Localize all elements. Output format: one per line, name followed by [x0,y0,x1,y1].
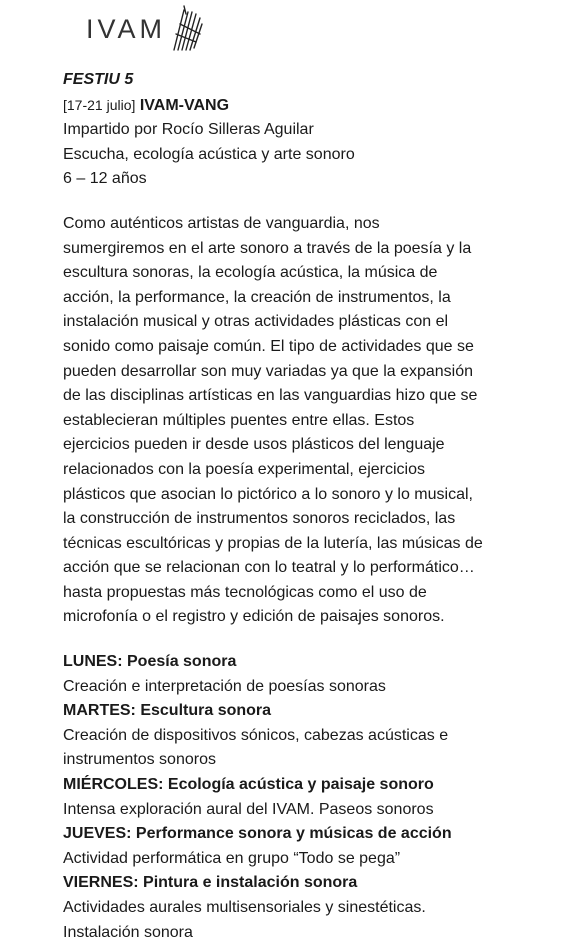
schedule-day-miercoles [63,773,563,822]
venue-name: IVAM-VANG [139,96,230,114]
schedule-day-description: Actividades aurales multisensoriales y sinestéticas. [63,899,426,916]
instructor-line: Impartido por Rocío Silleras Aguilar [63,121,314,139]
description-line: la construcción de instrumentos sonoros reciclados, las [63,510,456,528]
description-line: hasta propuestas más tecnológicas como el uso de [63,583,427,601]
description-line: técnicas escultóricas y propias de la lutería, las músicas de [63,534,483,552]
logo-text: IVAM [86,13,167,44]
description-line: microfonía o el registro y edición de paisajes sonoros. [63,608,445,626]
schedule-day-description: Actividad performática en grupo “Todo se pega” [63,849,401,867]
description-line: instalación musical y otras actividades plásticas con el [63,313,449,331]
schedule-day-martes [63,699,563,773]
description-line: establecieran múltiples puentes entre ellas. Estos [63,411,415,429]
date-venue-line [63,93,563,119]
ivam-logo [86,4,210,54]
schedule-day-heading: MIÉRCOLES: Ecología acústica y paisaje sonoro [63,776,434,794]
description-line: sumergiremos en el arte sonoro a través de la poesía y la [63,239,472,257]
ivam-signature-mark [170,4,210,54]
description-line: ejercicios pueden ir desde usos plásticos del lenguaje [63,436,445,454]
schedule-day-description: Creación de dispositivos sónicos, cabezas acústicas e [63,726,449,744]
document-body [63,68,563,945]
schedule-day-jueves [63,822,563,871]
description-line: acción, la performance, la creación de instrumentos, la [63,288,451,306]
description-line: plásticos que asocian lo pictórico a lo sonoro y lo musical, [63,485,473,503]
subtitle-line: Escucha, ecología acústica y arte sonoro [63,145,355,163]
description-line: pueden desarrollar son muy variadas ya que la expansión [63,362,474,380]
date-range: [17-21 julio] [63,96,136,113]
description-line: sonido como paisaje común. El tipo de actividades que se [63,337,474,355]
description-line: acción que se relacionan con lo teatral y lo performático… [63,559,475,577]
description-line: relacionados con la poesía experimental, ejercicios [63,460,425,478]
weekly-schedule [63,650,563,945]
description-line: Como auténticos artistas de vanguardia, nos [63,214,380,232]
schedule-day-viernes [63,871,563,945]
schedule-day-heading: VIERNES: Pintura e instalación sonora [63,874,358,892]
description-line: escultura sonoras, la ecología acústica, la música de [63,264,438,282]
description-line: de las disciplinas artísticas en las vanguardias hizo que se [63,387,478,405]
description-paragraph [63,212,563,630]
schedule-day-description: Creación e interpretación de poesías sonoras [63,677,386,695]
schedule-day-description: Intensa exploración aural del IVAM. Paseos sonoros [63,800,434,818]
ages-line: 6 – 12 años [63,170,147,188]
schedule-day-heading: JUEVES: Performance sonora y músicas de acción [63,825,452,843]
schedule-day-heading: LUNES: Poesía sonora [63,653,237,671]
schedule-day-description: instrumentos sonoros [63,751,216,769]
schedule-day-lunes [63,650,563,699]
page-title: FESTIU 5 [63,71,134,88]
schedule-day-heading: MARTES: Escultura sonora [63,702,272,720]
schedule-day-description: Instalación sonora [63,923,193,941]
